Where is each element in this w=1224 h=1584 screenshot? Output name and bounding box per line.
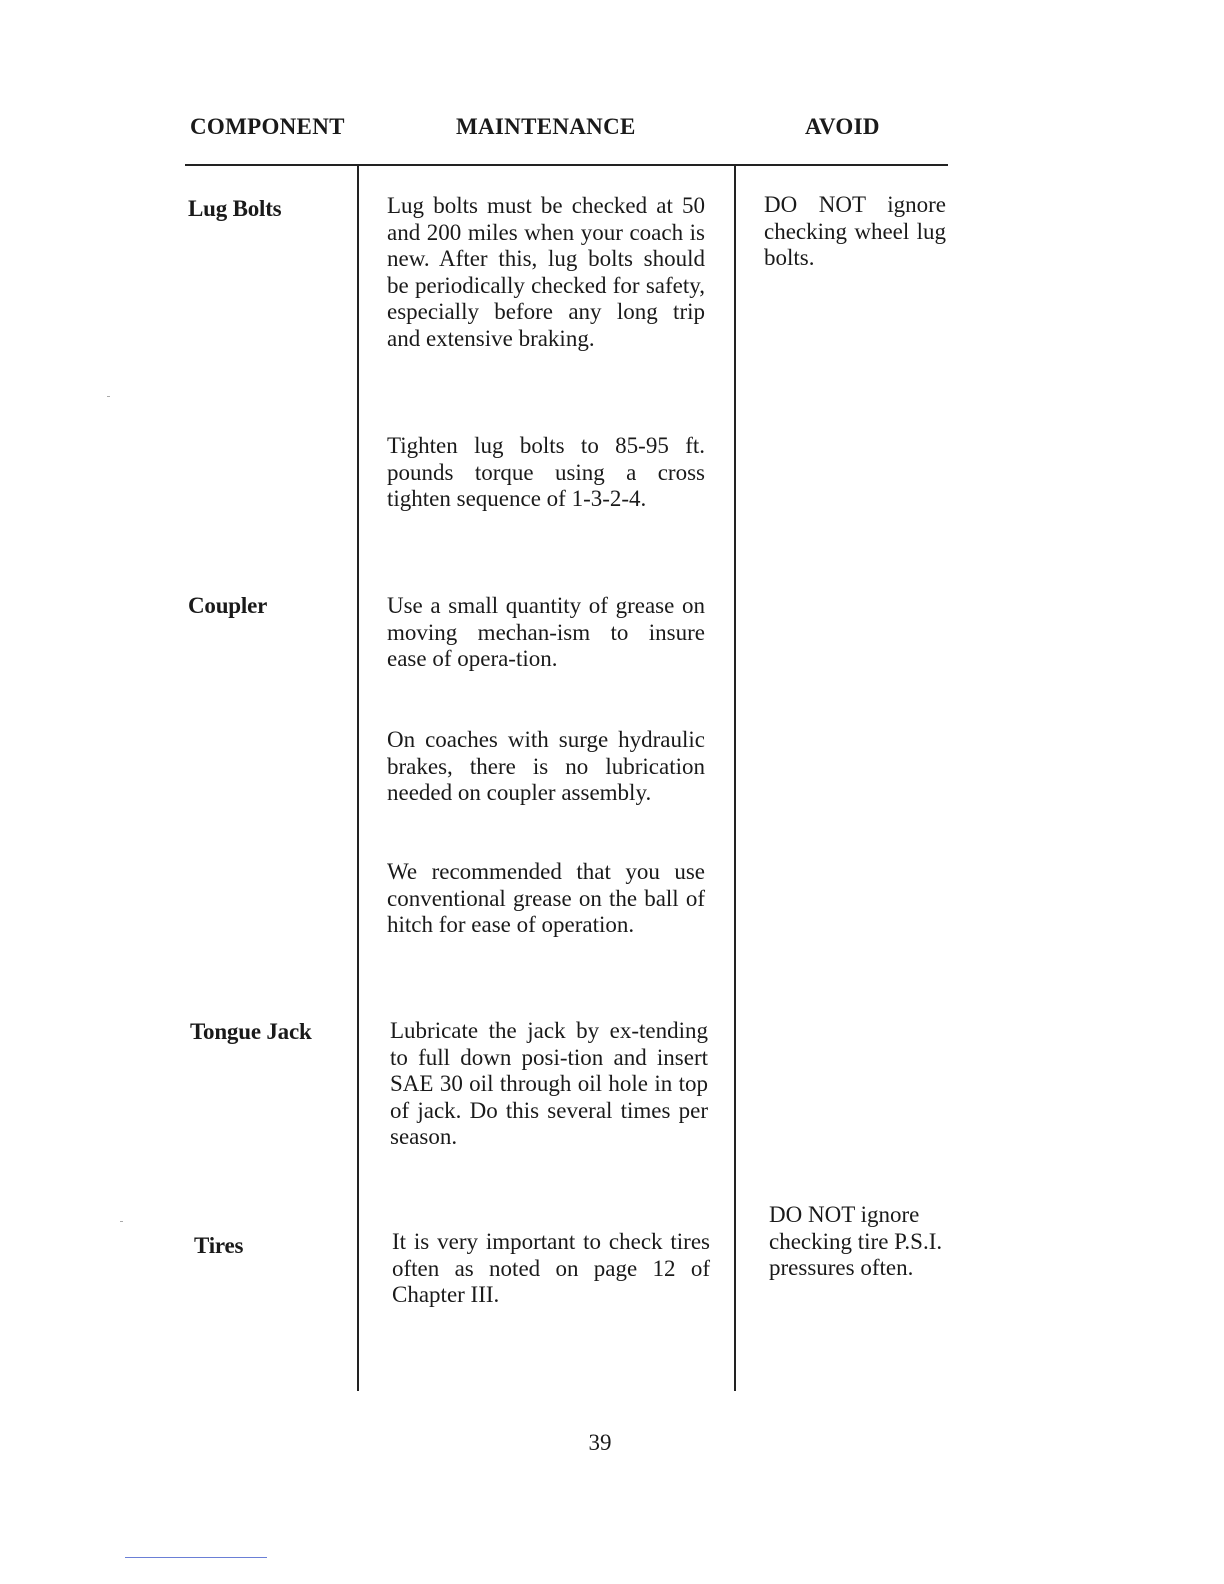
maintenance-tongue-jack: Lubricate the jack by ex-tending to full down posi-tion and insert SAE 30 oil through oil hole in top of jack. Do this several times per season. bbox=[390, 1018, 708, 1150]
component-tongue-jack: Tongue Jack bbox=[190, 1019, 312, 1044]
footer-line bbox=[125, 1557, 267, 1558]
maintenance-coupler-2: On coaches with surge hydraulic brakes, there is no lubrication needed on coupler assembly. bbox=[387, 727, 705, 806]
maintenance-tires: It is very important to check tires often as noted on page 12 of Chapter III. bbox=[392, 1229, 710, 1308]
component-coupler: Coupler bbox=[188, 593, 268, 618]
scan-speck bbox=[107, 396, 110, 397]
avoid-tires: DO NOT ignore checking tire P.S.I. pressures often. bbox=[769, 1202, 943, 1281]
maintenance-lug-bolts-1: Lug bolts must be checked at 50 and 200 miles when your coach is new. After this, lug bolts should be periodically checked for safety, especially before any long trip and extensive braking. bbox=[387, 193, 705, 351]
maintenance-coupler-1: Use a small quantity of grease on moving mechan-ism to insure ease of opera-tion. bbox=[387, 593, 705, 672]
header-rule bbox=[185, 164, 948, 166]
component-lug-bolts: Lug Bolts bbox=[188, 196, 282, 221]
page-number: 39 bbox=[588, 1430, 612, 1455]
header-maintenance: MAINTENANCE bbox=[456, 114, 636, 139]
avoid-lug-bolts: DO NOT ignore checking wheel lug bolts. bbox=[764, 192, 946, 271]
scan-speck bbox=[120, 1221, 123, 1222]
column-divider-right bbox=[734, 166, 736, 1391]
component-tires: Tires bbox=[194, 1233, 244, 1258]
maintenance-coupler-3: We recommended that you use conventional grease on the ball of hitch for ease of operation. bbox=[387, 859, 705, 938]
header-avoid: AVOID bbox=[805, 114, 880, 139]
header-component: COMPONENT bbox=[190, 114, 345, 139]
maintenance-lug-bolts-2: Tighten lug bolts to 85-95 ft. pounds torque using a cross tighten sequence of 1-3-2-4. bbox=[387, 433, 705, 512]
column-divider-left bbox=[357, 166, 359, 1391]
